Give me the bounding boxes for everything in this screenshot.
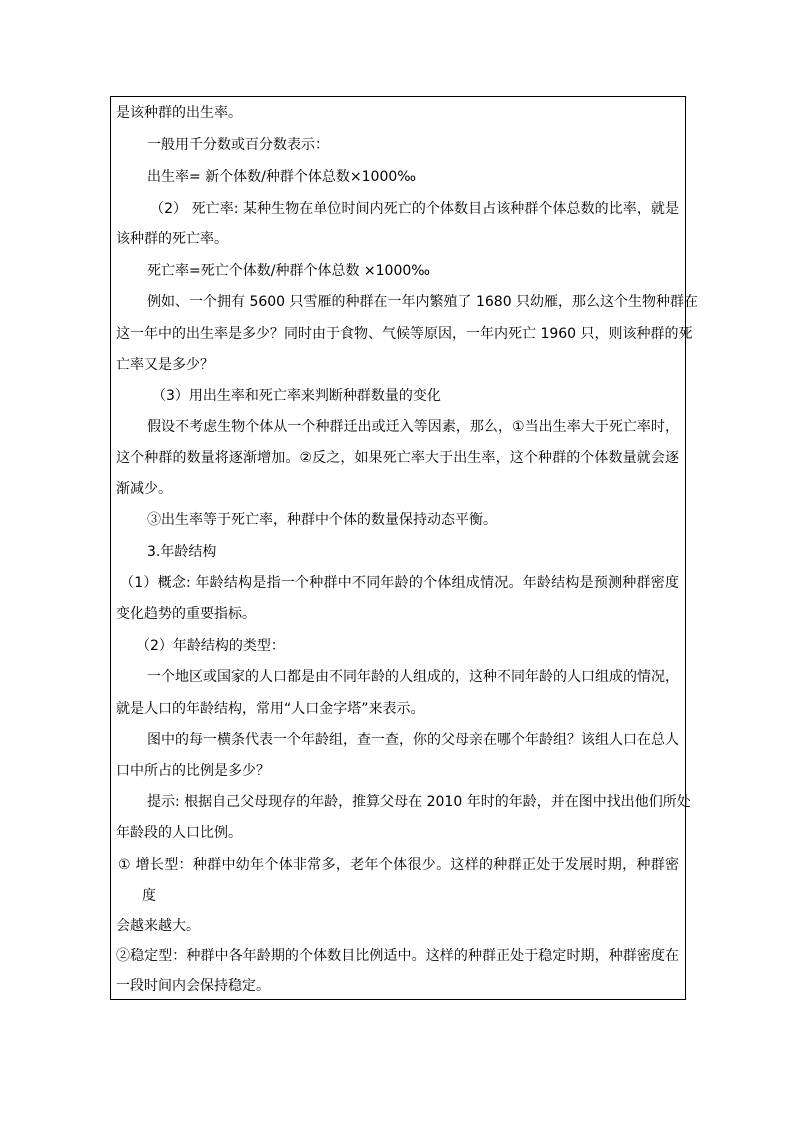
text-line-26: 度 <box>142 888 156 904</box>
text-line-9: 亡率又是多少？ <box>116 357 214 373</box>
text-line-1: 是该种群的出生率。 <box>116 105 242 121</box>
text-line-19: 一个地区或国家的人口都是由不同年龄的人组成的，这种不同年龄的人口组成的情况， <box>147 669 679 685</box>
text-line-24: 年龄段的人口比例。 <box>116 825 242 841</box>
text-line-7: 例如、一个拥有 5600 只雪雁的种群在一年内繁殖了 1680 只幼雁，那么这个生物种群在 <box>147 294 699 310</box>
text-line-18: （2）年龄结构的类型： <box>136 638 285 654</box>
text-line-21: 图中的每一横条代表一个年龄组，查一查，你的父母亲在哪个年龄组？该组人口在总人 <box>147 732 679 748</box>
text-line-17: 变化趋势的重要指标。 <box>116 606 256 622</box>
text-line-8: 这一年中的出生率是多少？同时由于食物、气候等原因，一年内死亡 1960 只，则该种群的死 <box>116 326 693 342</box>
text-line-11: 假设不考虑生物个体从一个种群迁出或迁入等因素，那么，①当出生率大于死亡率时， <box>147 419 679 435</box>
text-line-22: 口中所占的比例是多少？ <box>116 763 270 779</box>
text-line-25: ① 增长型：种群中幼年个体非常多，老年个体很少。这样的种群正处于发展时期，种群密 <box>118 857 679 873</box>
text-line-10: （3）用出生率和死亡率来判断种群数量的变化 <box>152 388 441 404</box>
text-line-5: 该种群的死亡率。 <box>116 231 228 247</box>
section-heading-age-structure: 3.年龄结构 <box>147 544 217 560</box>
text-line-27: 会越来越大。 <box>116 918 200 934</box>
text-line-29: 一段时间内会保持稳定。 <box>116 978 270 994</box>
text-line-13: 渐减少。 <box>116 481 172 497</box>
text-line-2: 一般用千分数或百分数表示： <box>147 137 329 153</box>
birth-rate-formula: 出生率= 新个体数/种群个体总数×1000‰ <box>147 169 417 185</box>
text-line-12: 这个种群的数量将逐渐增加。②反之，如果死亡率大于出生率，这个种群的个体数量就会逐 <box>116 450 679 466</box>
death-rate-formula: 死亡率=死亡个体数/种群个体总数 ×1000‰ <box>147 263 431 279</box>
text-line-16: （1）概念: 年龄结构是指一个种群中不同年龄的个体组成情况。年龄结构是预测种群密度 <box>120 575 679 591</box>
text-line-20: 就是人口的年龄结构，常用“人口金字塔”来表示。 <box>116 701 425 717</box>
text-line-23: 提示: 根据自己父母现存的年龄，推算父母在 2010 年时的年龄，并在图中找出他们所处 <box>147 794 691 810</box>
text-line-28: ②稳定型：种群中各年龄期的个体数目比例适中。这样的种群正处于稳定时期，种群密度在 <box>116 948 679 964</box>
text-line-4: （2） 死亡率: 某种生物在单位时间内死亡的个体数目占该种群个体总数的比率，就是 <box>150 201 679 217</box>
text-line-14: ③出生率等于死亡率，种群中个体的数量保持动态平衡。 <box>147 512 497 528</box>
